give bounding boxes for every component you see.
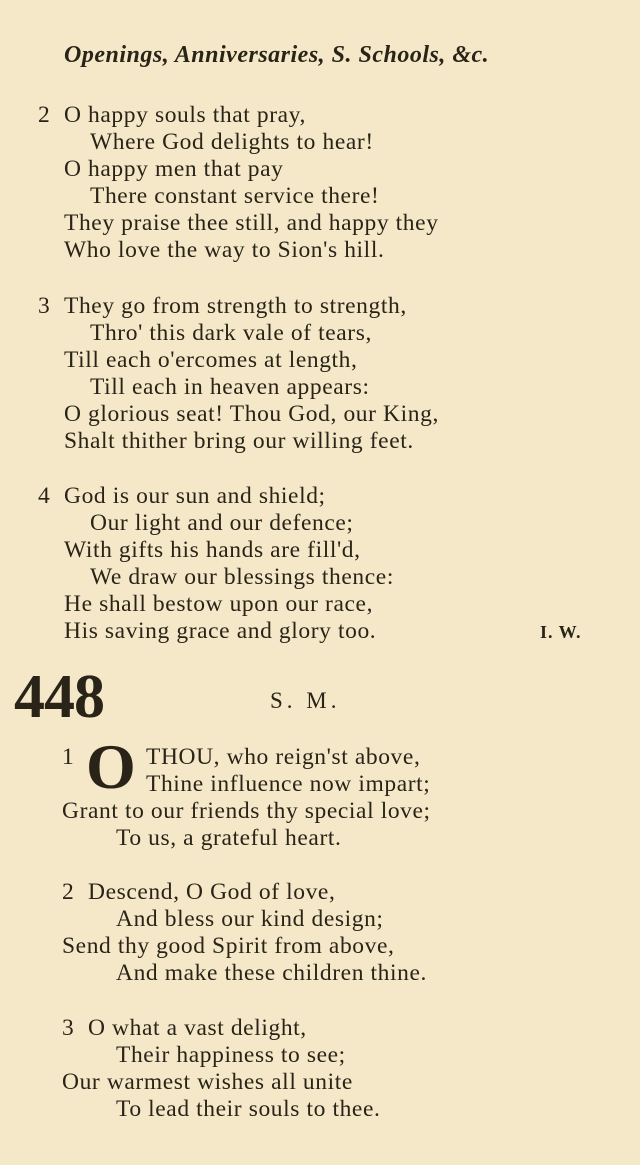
- hymn-number: 448: [14, 663, 104, 731]
- verse-line: We draw our blessings thence:: [90, 564, 394, 590]
- verse-line: They praise thee still, and happy they: [64, 210, 439, 236]
- verse-line: Thine influence now impart;: [146, 771, 431, 797]
- verse-line: Till each in heaven appears:: [90, 374, 370, 400]
- verse-number: 1: [62, 744, 74, 770]
- verse-line: He shall bestow upon our race,: [64, 591, 374, 617]
- verse-line: Grant to our friends thy special love;: [62, 798, 431, 824]
- verse-line: Thro' this dark vale of tears,: [90, 320, 372, 346]
- verse-line: Our light and our defence;: [90, 510, 354, 536]
- verse-line: O what a vast delight,: [88, 1015, 307, 1041]
- verse-line: Their happiness to see;: [116, 1042, 346, 1068]
- verse-line: O glorious seat! Thou God, our King,: [64, 401, 439, 427]
- verse-line: O happy souls that pray,: [64, 102, 306, 128]
- verse-line: And bless our kind design;: [116, 906, 384, 932]
- drop-cap: O: [86, 731, 136, 802]
- hymn-meter: S. M.: [270, 688, 341, 713]
- verse-line: Descend, O God of love,: [88, 879, 336, 905]
- verse-line: They go from strength to strength,: [64, 293, 407, 319]
- verse-line: To lead their souls to thee.: [116, 1096, 381, 1122]
- verse-line: Send thy good Spirit from above,: [62, 933, 395, 959]
- verse-line: Our warmest wishes all unite: [62, 1069, 353, 1095]
- verse-line: God is our sun and shield;: [64, 483, 326, 509]
- verse-line: His saving grace and glory too.: [64, 618, 377, 644]
- author-attribution: I. W.: [540, 622, 582, 642]
- verse-line: THOU, who reign'st above,: [146, 744, 421, 770]
- verse-number: 3: [38, 293, 50, 319]
- verse-line: Where God delights to hear!: [90, 129, 374, 155]
- verse-line: Shalt thither bring our willing feet.: [64, 428, 414, 454]
- verse-line: There constant service there!: [90, 183, 380, 209]
- verse-number: 2: [38, 102, 50, 128]
- verse-number: 4: [38, 483, 50, 509]
- running-header: Openings, Anniversaries, S. Schools, &c.: [64, 42, 490, 68]
- verse-line: Who love the way to Sion's hill.: [64, 237, 385, 263]
- verse-line: To us, a grateful heart.: [116, 825, 342, 851]
- verse-line: O happy men that pay: [64, 156, 284, 182]
- verse-number: 2: [62, 879, 74, 905]
- verse-line: And make these children thine.: [116, 960, 428, 986]
- verse-line: Till each o'ercomes at length,: [64, 347, 358, 373]
- verse-line: With gifts his hands are fill'd,: [64, 537, 361, 563]
- verse-number: 3: [62, 1015, 74, 1041]
